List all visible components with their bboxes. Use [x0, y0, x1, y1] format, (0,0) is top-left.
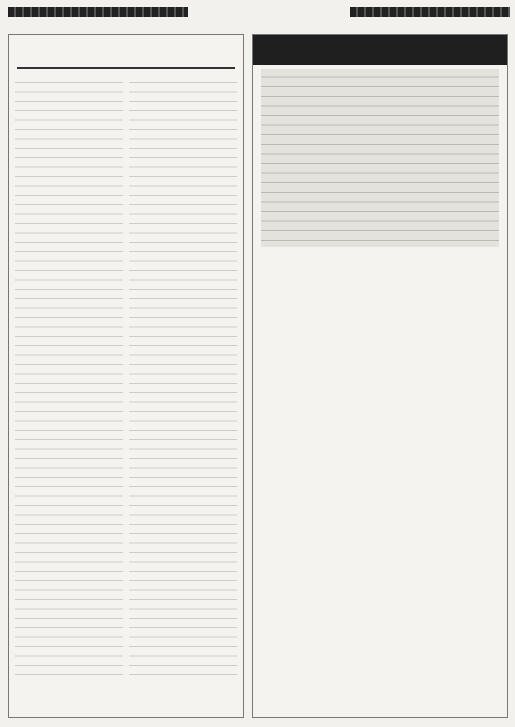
article-right	[252, 34, 508, 718]
article-right-heading	[253, 35, 507, 65]
article-left-column-2	[129, 75, 237, 675]
article-right-column-2	[383, 259, 499, 409]
masthead-rule-right	[350, 7, 510, 17]
article-left-column-1	[15, 75, 123, 675]
article-left-heading	[17, 41, 235, 69]
masthead	[0, 0, 515, 26]
masthead-rule-left	[8, 7, 188, 17]
article-left-body	[9, 75, 243, 675]
article-right-body	[253, 251, 507, 409]
article-right-column-1	[261, 259, 377, 409]
article-left	[8, 34, 244, 718]
article-right-box	[261, 69, 499, 247]
